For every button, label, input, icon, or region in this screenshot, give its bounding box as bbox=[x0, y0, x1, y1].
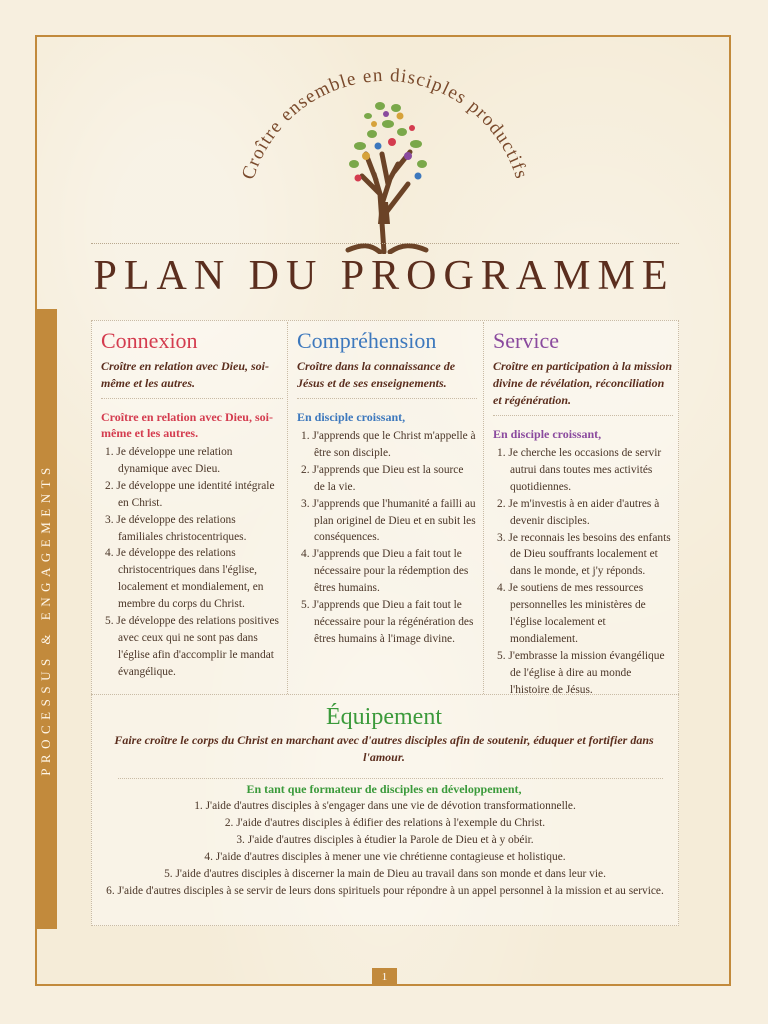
title-divider bbox=[91, 243, 679, 244]
list-item: 5. J'aide d'autres disciples à discerner la main de Dieu au travail dans son monde et dans leur vie. bbox=[164, 868, 606, 880]
column-divider-line bbox=[101, 398, 283, 399]
column-tagline: Croître en participation à la mission divine de révélation, réconciliation et régénération. bbox=[493, 359, 673, 407]
tree-logo bbox=[330, 84, 440, 254]
page-title: PLAN DU PROGRAMME bbox=[93, 253, 675, 299]
list-item: 3. Je développe des relations familiales christocentriques. bbox=[105, 513, 247, 543]
equipement-subdivider bbox=[118, 778, 663, 779]
list-item: 4. J'apprends que Dieu a fait tout le nécessaire pour la rédemption des êtres humains. bbox=[301, 548, 469, 595]
list-item: 1. Je cherche les occasions de servir autrui dans toutes mes activités quotidiennes. bbox=[497, 447, 662, 493]
list-item: 1. J'apprends que le Christ m'appelle à être son disciple. bbox=[301, 430, 476, 459]
list-item: 5. J'apprends que Dieu a fait tout le nécessaire pour la régénération des êtres humains à l'image divine. bbox=[301, 599, 474, 645]
column-tagline: Croître dans la connaissance de Jésus et de ses enseignements. bbox=[297, 359, 456, 390]
list-item: 3. Je reconnais les besoins des enfants de Dieu souffrants localement et dans le monde, et j'y réponds. bbox=[497, 531, 671, 578]
column-heading: Connexion bbox=[101, 328, 198, 353]
commitment-list bbox=[297, 428, 477, 648]
list-item: 2. Je m'investis à en aider d'autres à devenir disciples. bbox=[497, 497, 660, 527]
column-subheading: En disciple croissant, bbox=[297, 410, 406, 424]
column-comprehension bbox=[297, 328, 477, 648]
column-divider bbox=[483, 322, 484, 694]
list-item: 5. J'embrasse la mission évangélique de l'église à dire au monde l'histoire de Jésus. bbox=[497, 649, 665, 696]
list-item: 3. J'aide d'autres disciples à étudier la Parole de Dieu et à y obéir. bbox=[236, 834, 534, 846]
list-item: 2. J'aide d'autres disciples à édifier des relations à l'exemple du Christ. bbox=[224, 817, 546, 829]
column-divider-line bbox=[493, 415, 673, 416]
column-tagline: Croître en relation avec Dieu, soi-même et les autres. bbox=[101, 359, 269, 390]
column-subheading: Croître en relation avec Dieu, soi-même et les autres. bbox=[101, 410, 273, 440]
equipement-tagline: Faire croître le corps du Christ en marchant avec d'autres disciples afin de soutenir, éduquer et fortifier dans l'amour. bbox=[114, 733, 654, 764]
equipement-divider bbox=[91, 694, 679, 695]
list-item: 3. J'apprends que l'humanité a failli au plan originel de Dieu et en subit les conséquences. bbox=[301, 497, 476, 544]
list-item: 4. J'aide d'autres disciples à mener une vie chrétienne contagieuse et holistique. bbox=[204, 851, 566, 863]
column-service bbox=[493, 328, 673, 699]
list-item: 5. Je développe des relations positives avec ceux qui ne sont pas dans l'église afin d'accomplir le mandat évangélique. bbox=[105, 615, 279, 678]
list-item: 1. Je développe une relation dynamique avec Dieu. bbox=[105, 446, 233, 475]
equipement-heading: Équipement bbox=[326, 704, 442, 730]
list-item: 2. J'apprends que Dieu est la source de la vie. bbox=[301, 463, 464, 493]
arc-title-text: Croître ensemble en disciples productifs bbox=[237, 64, 533, 183]
commitment-list bbox=[101, 444, 283, 681]
equipement-subheading: En tant que formateur de disciples en développement, bbox=[246, 782, 522, 796]
column-divider bbox=[287, 322, 288, 694]
column-subheading: En disciple croissant, bbox=[493, 427, 602, 441]
column-connexion bbox=[101, 328, 283, 681]
list-item: 4. Je développe des relations christocentriques dans l'église, localement et mondialement, en membre du corps du Christ. bbox=[105, 547, 264, 611]
page-number: 1 bbox=[372, 968, 397, 986]
column-heading: Compréhension bbox=[297, 328, 437, 353]
list-item: 1. J'aide d'autres disciples à s'engager dans une vie de dévotion transformationnelle. bbox=[194, 800, 576, 812]
column-heading: Service bbox=[493, 328, 559, 353]
commitment-list bbox=[493, 445, 673, 699]
list-item: 6. J'aide d'autres disciples à se servir de leurs dons spirituels pour répondre à un appel personnel à la mission et au service. bbox=[106, 885, 664, 897]
column-divider-line bbox=[297, 398, 477, 399]
list-item: 2. Je développe une identité intégrale en Christ. bbox=[105, 479, 275, 509]
equipement-list bbox=[95, 798, 675, 900]
side-label: PROCESSUS & ENGAGEMENTS bbox=[38, 462, 53, 776]
list-item: 4. Je soutiens de mes ressources personnelles les ministères de l'église localement et mondialement. bbox=[497, 582, 646, 645]
